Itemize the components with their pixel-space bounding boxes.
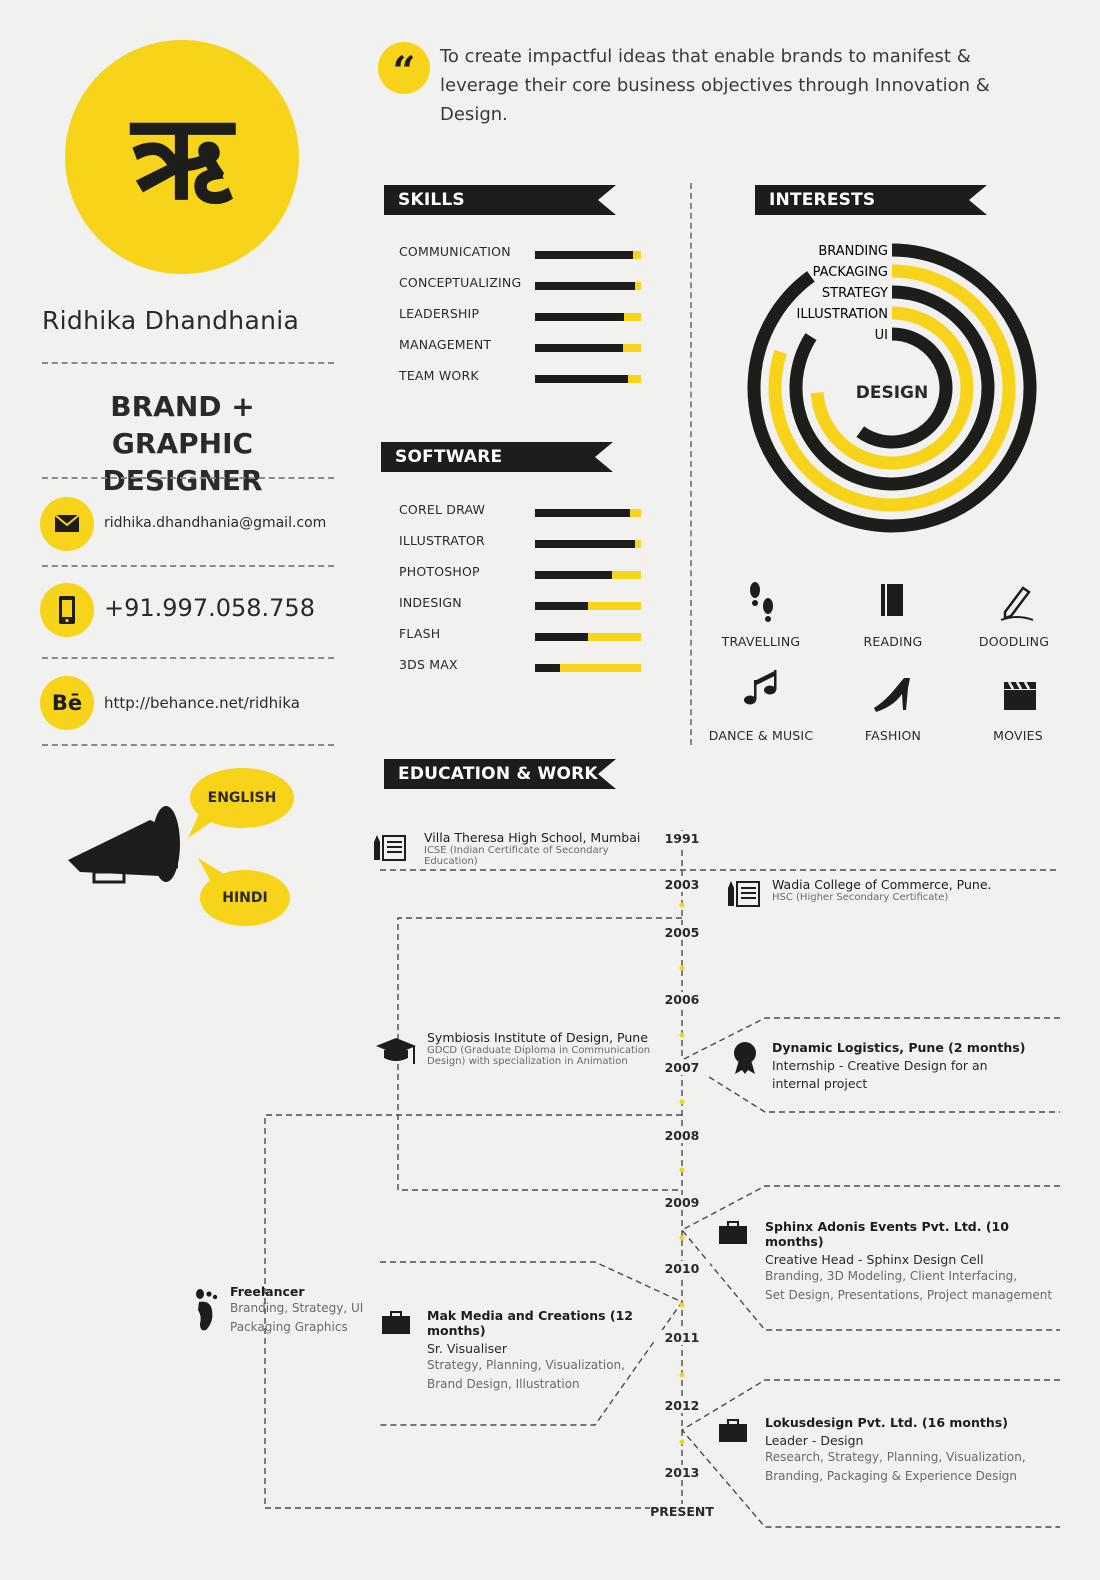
event-detail: GDCD (Graduate Diploma in Communication (427, 1045, 651, 1056)
hobby-doodling: DOODLING (978, 634, 1050, 649)
software-label: COREL DRAW (399, 502, 486, 517)
year-label: 2003 (654, 877, 710, 892)
interests-heading: INTERESTS (769, 190, 876, 210)
year-label: 2007 (654, 1060, 710, 1075)
skills-bar (535, 375, 641, 383)
quote-mark-icon: “ (392, 48, 416, 95)
interest-label: ILLUSTRATION (796, 307, 888, 322)
software-bar (535, 602, 641, 610)
bubble-tail (198, 858, 228, 886)
job-title (40, 388, 325, 499)
year-label: 2013 (654, 1465, 710, 1480)
year-label: 2005 (654, 925, 710, 940)
event-mak-media (427, 1308, 687, 1394)
skills-heading: SKILLS (398, 190, 465, 210)
software-label: PHOTOSHOP (399, 564, 480, 579)
skills-label: MANAGEMENT (399, 337, 492, 352)
event-title: Symbiosis Institute of Design, Pune (427, 1030, 648, 1045)
email-icon-circle (40, 497, 94, 551)
year-label: 2011 (654, 1330, 710, 1345)
hobby-reading: READING (863, 634, 923, 649)
phone-icon-circle (40, 583, 94, 637)
interests-arc-chart (700, 230, 1100, 550)
book-icon (872, 580, 912, 624)
person-name: Ridhika Dhandhania (42, 306, 300, 335)
event-title: Lokusdesign Pvt. Ltd. (16 months) (765, 1415, 1008, 1430)
event-college (772, 877, 1032, 903)
high-heel-icon (870, 672, 916, 716)
behance-icon-circle (40, 676, 94, 730)
software-label: 3DS MAX (399, 657, 458, 672)
skills-bar (535, 251, 641, 259)
behance-icon: Bē (51, 691, 83, 715)
event-title: Dynamic Logistics, Pune (2 months) (772, 1040, 1026, 1055)
event-detail: Design) with specialization in Animation (427, 1056, 628, 1067)
award-badge-icon (730, 1040, 760, 1076)
event-role: Creative Head - Sphinx Design Cell (765, 1252, 984, 1267)
interest-label: PACKAGING (812, 265, 888, 280)
event-detail: Branding, Strategy, UI (230, 1301, 364, 1315)
event-dynamic-logistics (772, 1040, 1032, 1091)
phone-number: +91.997.058.758 (104, 594, 315, 622)
event-lokusdesign (765, 1415, 1065, 1486)
certificate-icon (726, 878, 762, 908)
skills-label: LEADERSHIP (399, 306, 480, 321)
skills-banner (384, 185, 616, 215)
briefcase-icon (717, 1418, 749, 1444)
email-link[interactable]: ridhika.dhandhania@gmail.com (104, 515, 327, 531)
event-detail: Packaging Graphics (230, 1320, 348, 1334)
event-detail: Strategy, Planning, Visualization, (427, 1358, 625, 1372)
year-label: 2008 (654, 1128, 710, 1143)
job-title-line-1: BRAND + GRAPHIC (110, 390, 255, 460)
interest-label: UI (874, 328, 888, 343)
hobby-travelling: TRAVELLING (721, 634, 801, 649)
event-detail: Branding, Packaging & Experience Design (765, 1469, 1017, 1483)
interests-banner (755, 185, 987, 215)
software-label: FLASH (399, 626, 441, 641)
event-detail: Brand Design, Illustration (427, 1377, 580, 1391)
software-bar (535, 571, 641, 579)
event-detail: ICSE (Indian Certificate of Secondary Education) (424, 845, 609, 867)
skills-bar (535, 313, 641, 321)
footprints-icon (740, 580, 784, 624)
job-title-line-2: DESIGNER (102, 464, 263, 497)
software-bar-fill (535, 509, 630, 517)
skills-label: CONCEPTUALIZING (399, 275, 522, 290)
skills-bar-fill (535, 282, 635, 290)
software-label: INDESIGN (399, 595, 462, 610)
language-bubble-hindi: HINDI (200, 870, 290, 926)
software-bar-fill (535, 540, 635, 548)
divider (42, 657, 334, 659)
event-title: Freelancer (230, 1284, 305, 1299)
graduation-cap-icon (374, 1034, 418, 1068)
event-freelancer (230, 1284, 370, 1337)
event-detail: Set Design, Presentations, Project management (765, 1288, 1053, 1302)
education-work-banner (384, 759, 616, 789)
year-label: 2009 (654, 1195, 710, 1210)
skills-bar (535, 344, 641, 352)
hobby-dance-music: DANCE & MUSIC (708, 728, 814, 743)
website-link[interactable]: http://behance.net/ridhika (104, 694, 300, 712)
certificate-icon (372, 832, 408, 862)
interest-label: STRATEGY (821, 286, 888, 301)
software-label: ILLUSTRATOR (399, 533, 485, 548)
skills-bar-fill (535, 251, 633, 259)
briefcase-icon (717, 1220, 749, 1246)
event-detail: Research, Strategy, Planning, Visualization, (765, 1450, 1026, 1464)
software-banner (381, 442, 613, 472)
logo-glyph: ऋ (131, 88, 233, 226)
year-label: 1991 (654, 831, 710, 846)
skills-bar-fill (535, 344, 623, 352)
year-label: 2010 (654, 1261, 710, 1276)
mission-quote: To create impactful ideas that enable brands to manifest & leverage their core business objectives through Innovation & Design. (440, 46, 990, 125)
software-bar (535, 509, 641, 517)
column-divider (690, 183, 692, 745)
event-symbiosis (427, 1030, 667, 1067)
event-sphinx (765, 1219, 1065, 1305)
footprint-icon (190, 1286, 226, 1336)
skills-label: TEAM WORK (399, 368, 479, 383)
bubble-tail (188, 812, 218, 840)
divider (42, 477, 334, 479)
event-role: Sr. Visualiser (427, 1341, 508, 1356)
skills-bar-fill (535, 313, 624, 321)
software-bar-fill (535, 664, 560, 672)
divider (42, 565, 334, 567)
event-title: Wadia College of Commerce, Pune. (772, 877, 992, 892)
year-label: 2006 (654, 992, 710, 1007)
event-detail: HSC (Higher Secondary Certificate) (772, 892, 949, 903)
software-bar-fill (535, 633, 588, 641)
interest-label: BRANDING (818, 244, 888, 259)
event-title: Mak Media and Creations (12 months) (427, 1308, 634, 1338)
divider (42, 744, 334, 746)
software-heading: SOFTWARE (395, 447, 503, 467)
music-notes-icon (740, 666, 786, 712)
software-bar (535, 664, 641, 672)
event-role: Internship - Creative Design for an (772, 1058, 988, 1073)
logo (65, 40, 299, 274)
year-label-present: PRESENT (650, 1504, 714, 1519)
skills-bar-fill (535, 375, 628, 383)
event-title: Sphinx Adonis Events Pvt. Ltd. (10 months) (765, 1219, 1009, 1249)
megaphone-icon (60, 790, 200, 900)
skills-label: COMMUNICATION (399, 244, 511, 259)
mobile-phone-icon (40, 583, 94, 637)
software-bar (535, 540, 641, 548)
software-bar-fill (535, 571, 612, 579)
briefcase-icon (380, 1310, 412, 1336)
clapperboard-icon (1000, 678, 1040, 714)
interests-center-label: DESIGN (855, 383, 929, 403)
hobby-movies: MOVIES (993, 728, 1043, 743)
quote-icon-circle (378, 42, 430, 94)
event-role: Leader - Design (765, 1433, 864, 1448)
year-label: 2012 (654, 1398, 710, 1413)
divider (42, 362, 334, 364)
event-detail: Branding, 3D Modeling, Client Interfacing, (765, 1269, 1018, 1283)
software-bar-fill (535, 602, 588, 610)
pencil-icon (995, 580, 1039, 624)
education-work-heading: EDUCATION & WORK (398, 764, 598, 784)
hobby-fashion: FASHION (864, 728, 922, 743)
envelope-icon (40, 497, 94, 551)
event-school (424, 830, 664, 867)
language-bubble-english: ENGLISH (190, 768, 294, 828)
software-bar (535, 633, 641, 641)
skills-bar (535, 282, 641, 290)
event-role: internal project (772, 1076, 868, 1091)
event-title: Villa Theresa High School, Mumbai (424, 830, 641, 845)
